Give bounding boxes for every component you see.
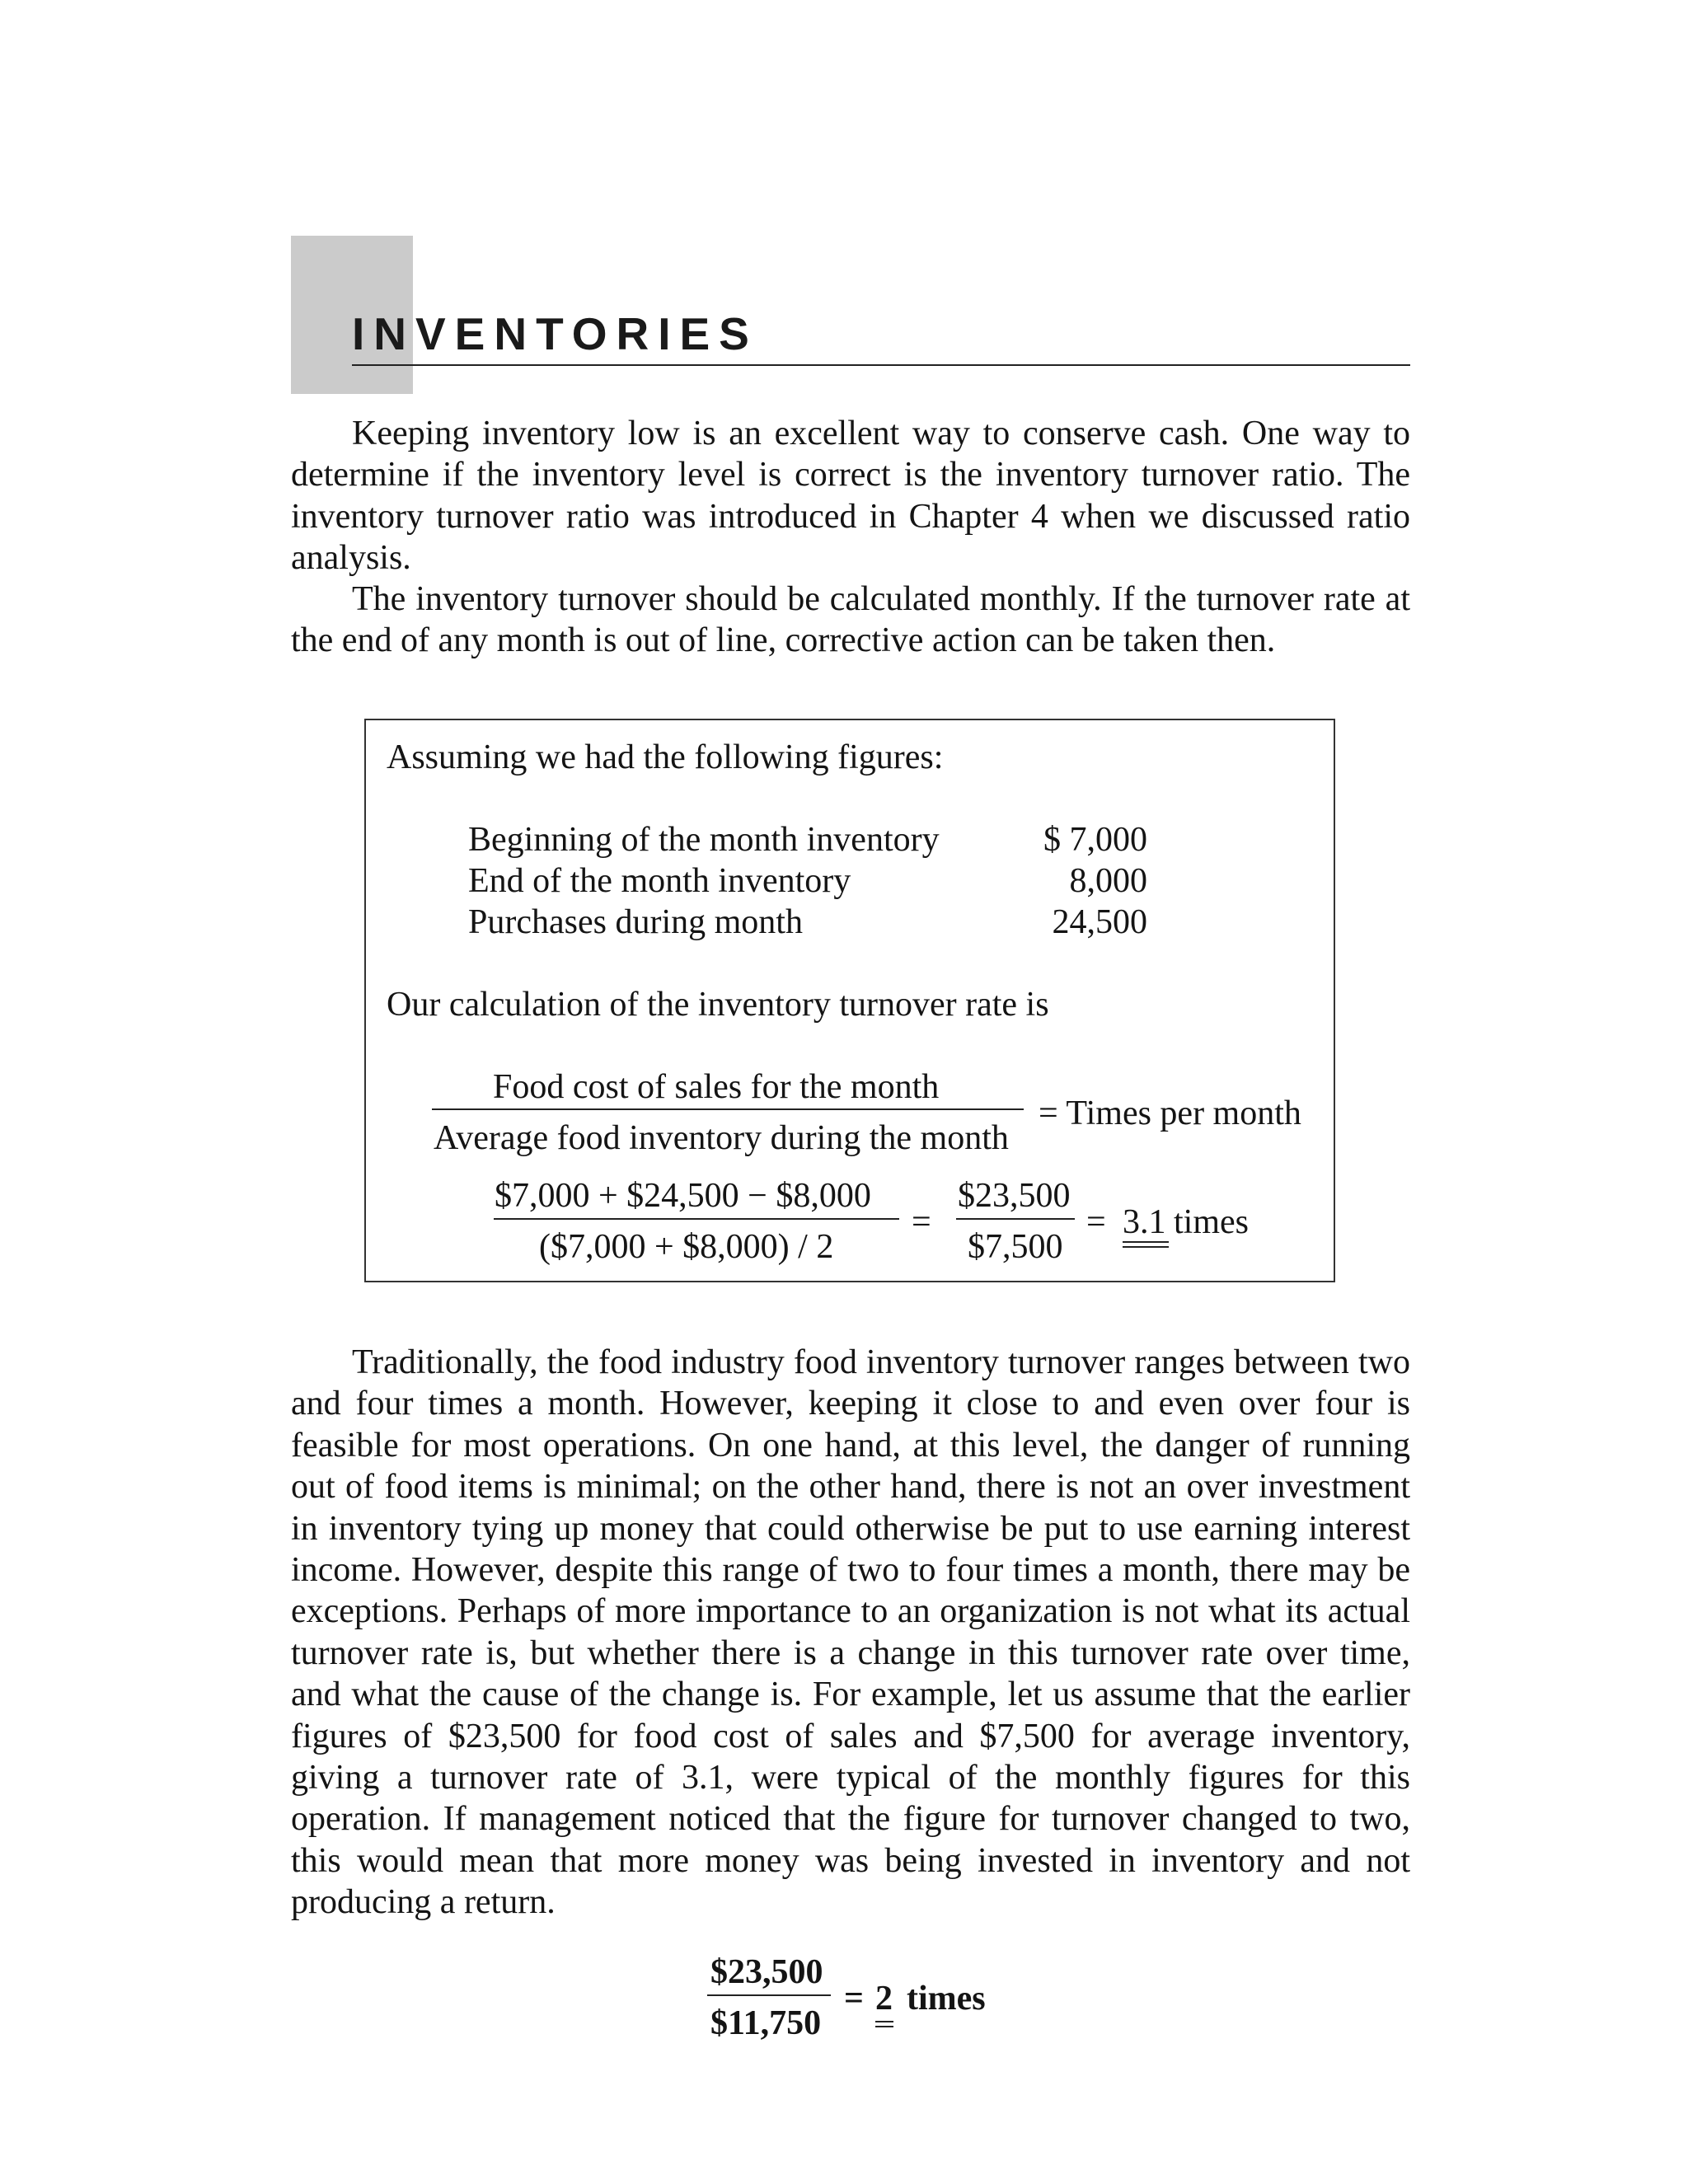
final-fraction-bar xyxy=(707,1994,831,1996)
double-underline xyxy=(1123,1246,1169,1248)
paragraph-2-text: The inventory turnover should be calculated monthly. If the turnover rate at the end of any month is out of line, corrective action can be taken then. xyxy=(291,580,1410,660)
formula-numerator: Food cost of sales for the month xyxy=(493,1068,940,1106)
calc-intro: Our calculation of the inventory turnover rate is xyxy=(387,986,1049,1024)
figure-label: End of the month inventory xyxy=(468,862,851,900)
final-equals: = xyxy=(844,1980,864,2018)
paragraph-1 xyxy=(291,413,1410,579)
figure-value: 8,000 xyxy=(1069,862,1147,900)
box-intro: Assuming we had the following figures: xyxy=(387,738,944,776)
calculation-box xyxy=(364,719,1335,1282)
formula-fraction-bar xyxy=(432,1108,1024,1110)
paragraph-3 xyxy=(291,1342,1410,1924)
computation-numerator: $7,000 + $24,500 − $8,000 xyxy=(495,1177,871,1215)
paragraph-1-text: Keeping inventory low is an excellent way to conserve cash. One way to determine if the inventory level is correct is the inventory turnover ratio. The inventory turnover ratio was introduced in Chapter 4 when we discussed ratio analysis. xyxy=(291,415,1410,578)
heading-rule xyxy=(352,364,1410,366)
figure-label: Purchases during month xyxy=(468,903,803,941)
double-underline xyxy=(1123,1241,1169,1243)
computation-mid-denominator: $7,500 xyxy=(968,1228,1063,1266)
section-heading: INVENTORIES xyxy=(352,308,758,359)
computation-mid-fraction-bar xyxy=(956,1218,1075,1220)
computation-equals: = xyxy=(1086,1203,1106,1241)
paragraph-2 xyxy=(291,579,1410,662)
computation-result-value: 3.1 xyxy=(1123,1203,1166,1241)
final-denominator: $11,750 xyxy=(710,2004,822,2042)
figure-value: 24,500 xyxy=(1052,903,1147,941)
double-underline xyxy=(875,2026,893,2027)
computation-mid-numerator: $23,500 xyxy=(958,1177,1071,1215)
formula-result: = Times per month xyxy=(1039,1094,1301,1132)
paragraph-3-text: Traditionally, the food industry food inventory turnover ranges between two and four times a month. However, keeping it close to and even over four is feasible for most operations. On one hand, at this level, the danger of running out of food items is minimal; on the other hand, there is not an over investment in inventory tying up money that could otherwise be put to use earning interest income. However, despite this range of two to four times a month, there may be exceptions. Perhaps of more importance to an organization is not what its actual turnover rate is, but whether there is a change in this turnover rate over time, and what the cause of the change is. For example, let us assume that the earlier figures of $23,500 for food cost of sales and $7,500 for average inventory, giving a turnover rate of 3.1, were typical of the monthly figures for this operation. If management noticed that the figure for turnover changed to two, this would mean that more money was being invested in inventory and not producing a return. xyxy=(291,1343,1410,1922)
final-value: 2 xyxy=(875,1980,893,2018)
double-underline xyxy=(875,2021,893,2022)
figure-value: $ 7,000 xyxy=(1043,821,1147,859)
computation-result-unit: times xyxy=(1174,1203,1249,1241)
figure-label: Beginning of the month inventory xyxy=(468,821,940,859)
final-unit: times xyxy=(907,1980,986,2018)
computation-equals: = xyxy=(912,1203,931,1241)
final-numerator: $23,500 xyxy=(710,1953,823,1991)
computation-denominator: ($7,000 + $8,000) / 2 xyxy=(539,1228,834,1266)
computation-fraction-bar xyxy=(494,1218,899,1220)
formula-denominator: Average food inventory during the month xyxy=(434,1119,1009,1157)
